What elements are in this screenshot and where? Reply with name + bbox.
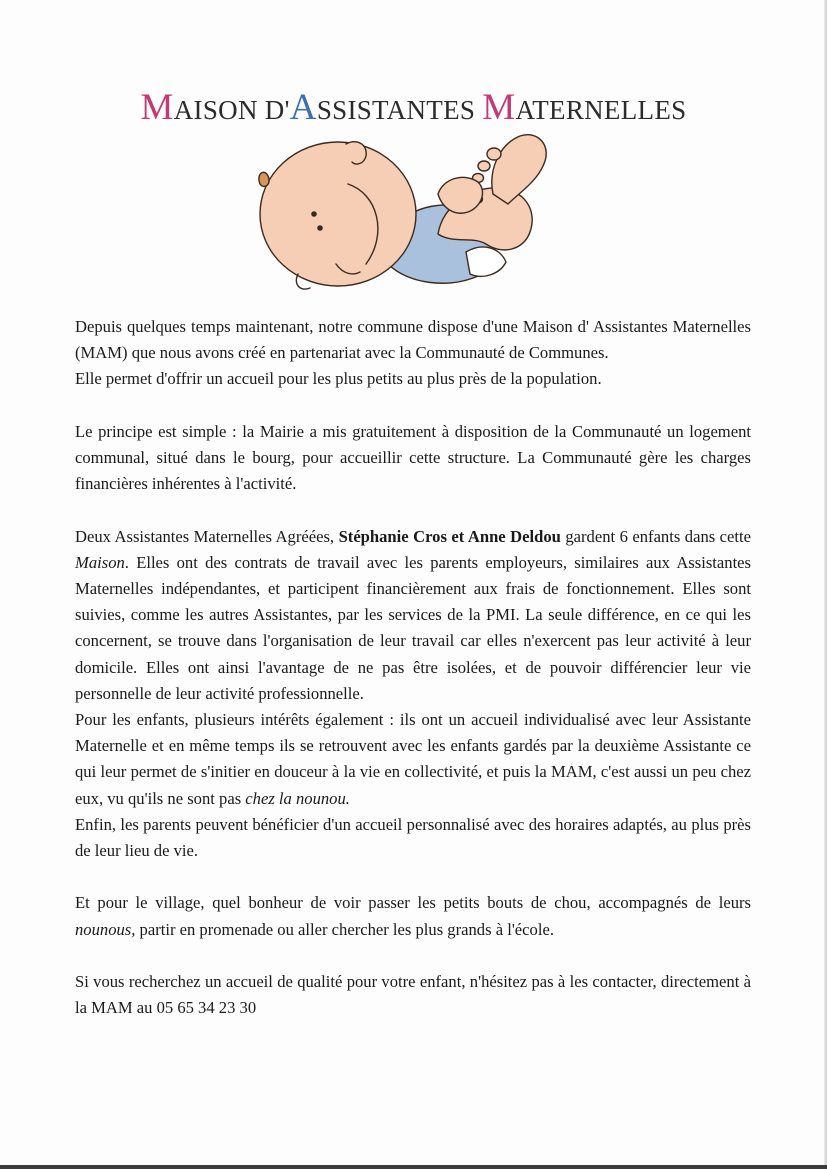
paragraph-parents: Enfin, les parents peuvent bénéficier d'un accueil personnalisé avec des horaires adaptés, au plus près de leur lieu de vie. bbox=[75, 814, 751, 861]
paragraph-contact: Si vous recherchez un accueil de qualité pour votre enfant, n'hésitez pas à les contacter, directement à la MAM au 05 65 34 23 30 bbox=[75, 972, 751, 1018]
title-part-2: SSISTANTES bbox=[316, 95, 483, 125]
title-part-1: AISON D' bbox=[173, 95, 290, 125]
paragraph-principle: Le principe est simple : la Mairie a mis gratuitement à disposition de la Communauté un logement communal, situé dans le bourg, pour accueillir cette structure. La Communauté gère les charges financières inhérentes à l'activité. bbox=[75, 421, 751, 494]
title-initial-m2: M bbox=[482, 87, 516, 128]
paragraph-intro-2: Elle permet d'offrir un accueil pour les plus petits au plus près de la population. bbox=[75, 369, 602, 389]
paragraph-assistants: Deux Assistantes Maternelles Agréées, Stéphanie Cros et Anne Deldou gardent 6 enfants dans cette Maison. Elles ont des contrats de travail avec les parents employeurs, similaires aux Assistantes Maternelles indépendantes, et participent financièrement aux frais de fonctionnement. Elles sont suivies, comme les autres Assistantes, par les services de la PMI. La seule différence, en ce qui les concernent, se trouve dans l'organisation de leur travail car elles n'exercent pas leur activité à leur domicile. Elles ont ainsi l'avantage de ne pas être isolées, et de pouvoir différencier leur vie personnelle de leur activité professionnelle. bbox=[75, 526, 751, 703]
paragraph-intro: Depuis quelques temps maintenant, notre commune dispose d'une Maison d' Assistantes Maternelles (MAM) que nous avons créé en partenariat avec la Communauté de Communes. bbox=[75, 317, 751, 363]
page-title bbox=[0, 86, 827, 129]
page-bottom-edge bbox=[0, 1165, 827, 1169]
article-body bbox=[75, 314, 751, 1048]
assistant-names: Stéphanie Cros et Anne Deldou bbox=[338, 526, 561, 546]
title-part-3: ATERNELLES bbox=[515, 95, 687, 125]
title-initial-a: A bbox=[289, 87, 317, 128]
title-initial-m: M bbox=[140, 87, 174, 128]
baby-illustration-icon bbox=[238, 124, 558, 304]
paragraph-children: Pour les enfants, plusieurs intérêts également : ils ont un accueil individualisé avec leur Assistante Maternelle et en même temps ils se retrouvent avec les enfants gardés par la deuxième Assistante ce qui leur permet de s'initier en douceur à la vie en collectivité, et puis la MAM, c'est aussi un peu chez eux, vu qu'ils ne sont pas chez la nounou. bbox=[75, 710, 751, 808]
paragraph-village: Et pour le village, quel bonheur de voir passer les petits bouts de chou, accompagnés de leurs nounous, partir en promenade ou aller chercher les plus grands à l'école. bbox=[75, 893, 751, 939]
